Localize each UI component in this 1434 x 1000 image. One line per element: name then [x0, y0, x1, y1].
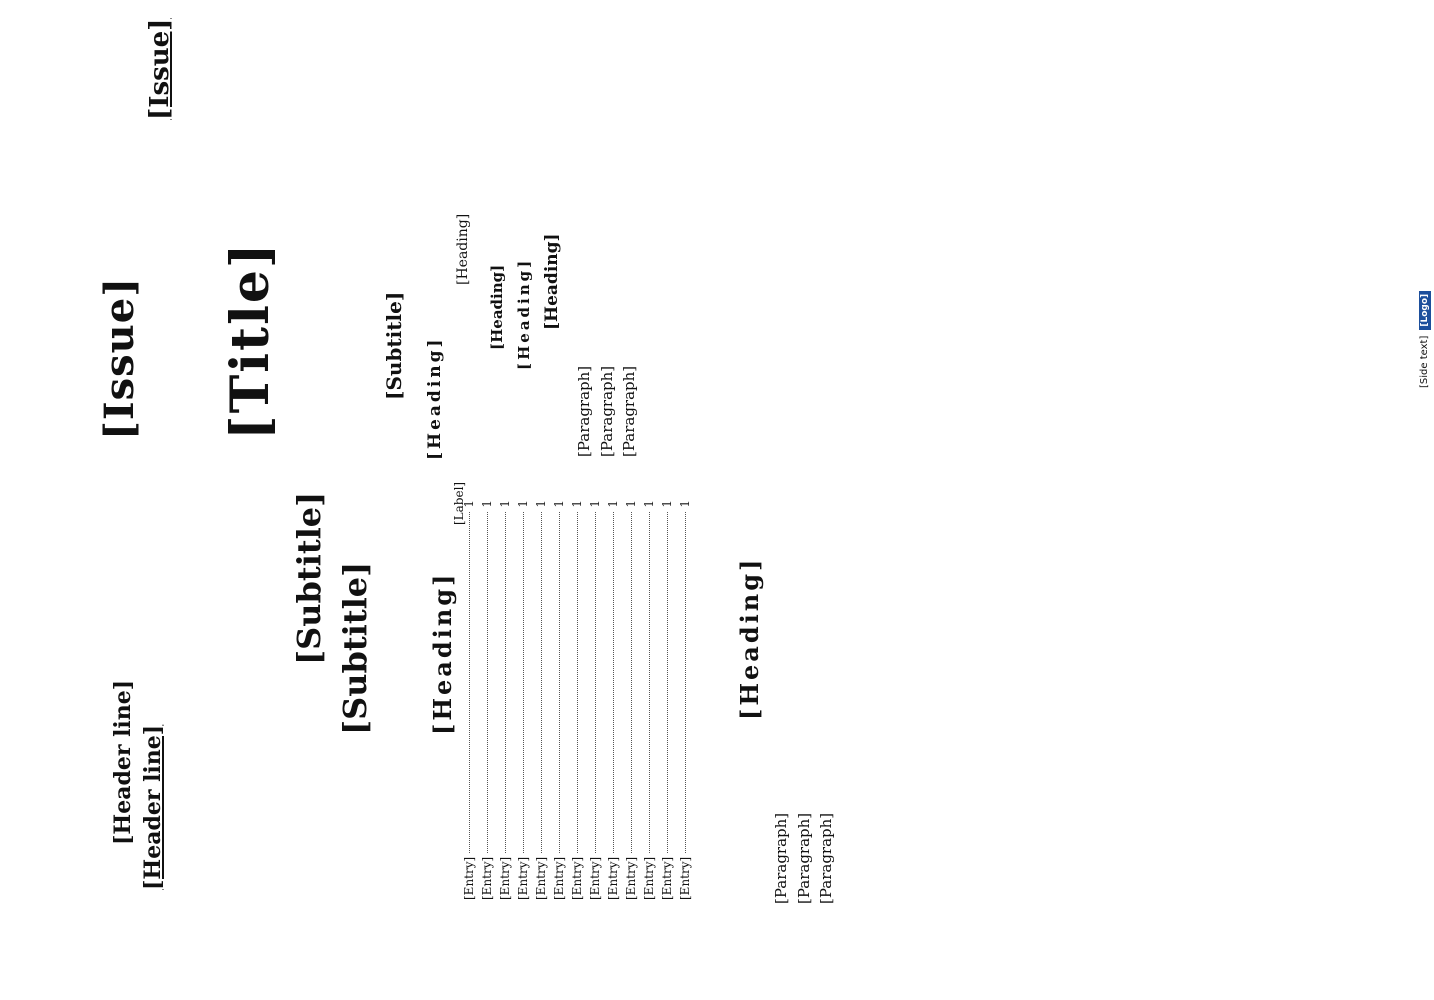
toc-seite-label: [Label]	[452, 481, 466, 525]
toc-leader-dots	[487, 512, 488, 853]
toc-leader-dots	[541, 512, 542, 853]
toc-leader-dots	[685, 512, 686, 853]
toc-leader-dots	[595, 512, 596, 853]
toc-entry-page: 1	[678, 500, 692, 508]
toc-entry-label: [Entry]	[624, 856, 638, 900]
paragraph: [Paragraph]	[597, 365, 616, 457]
header-org-line1: [Header line]	[110, 679, 136, 845]
toc-entry-page: 1	[588, 500, 602, 508]
toc-entry-page: 1	[498, 500, 512, 508]
toc-entry	[534, 500, 548, 900]
toc-entry-page: 1	[660, 500, 674, 508]
toc-entry	[516, 500, 530, 900]
toc-entry-label: [Entry]	[480, 856, 494, 900]
toc-entry	[588, 500, 602, 900]
dfg-logo: [Logo]	[1419, 291, 1431, 330]
digitization-sidebar	[1418, 8, 1432, 388]
issue-number: [Issue]	[96, 276, 143, 440]
toc-entry-page: 1	[462, 500, 476, 508]
title-line4: [Subtitle]	[382, 291, 406, 400]
toc-entry-page: 1	[624, 500, 638, 508]
toc-entry-page: 1	[516, 500, 530, 508]
right-column-text	[573, 30, 641, 475]
toc-entry-page: 1	[642, 500, 656, 508]
toc-entry-label: [Entry]	[498, 856, 512, 900]
toc-entry-label: [Entry]	[552, 856, 566, 900]
toc-entry	[552, 500, 566, 900]
toc-entry	[462, 500, 476, 900]
toc-entry	[480, 500, 494, 900]
toc-entry	[570, 500, 584, 900]
paragraph: [Paragraph]	[575, 365, 593, 457]
toc-leader-dots	[667, 512, 668, 853]
title-line3: [Subtitle]	[336, 561, 374, 735]
toc-entry-label: [Entry]	[534, 856, 548, 900]
toc-entry-label: [Entry]	[642, 856, 656, 900]
toc-entry-page: 1	[570, 500, 584, 508]
year-number: [Issue]	[145, 18, 175, 120]
section-heading-4: [Heading]	[542, 233, 562, 330]
paragraph: [Paragraph]	[772, 812, 790, 904]
section-heading-1: [Heading]	[425, 336, 445, 460]
toc-entry	[624, 500, 638, 900]
toc-entry-label: [Entry]	[588, 856, 602, 900]
toc-entry-page: 1	[606, 500, 620, 508]
einleitung-text	[770, 482, 838, 922]
sidebar-text: [Side text]	[1419, 335, 1430, 388]
toc-leader-dots	[613, 512, 614, 853]
toc-entry	[660, 500, 674, 900]
toc-leader-dots	[577, 512, 578, 853]
section-heading-3: [Heading]	[515, 257, 533, 370]
toc-entry	[606, 500, 620, 900]
toc-leader-dots	[649, 512, 650, 853]
toc-entry-page: 1	[552, 500, 566, 508]
toc-entry-label: [Entry]	[678, 856, 692, 900]
header-org-line2: [Header line]	[140, 724, 166, 890]
paragraph: [Paragraph]	[817, 812, 835, 904]
toc-entry-label: [Entry]	[660, 856, 674, 900]
toc-leader-dots	[523, 512, 524, 853]
toc-leader-dots	[469, 512, 470, 853]
toc-entry-label: [Entry]	[462, 856, 476, 900]
paragraph: [Paragraph]	[794, 812, 813, 904]
paragraph: [Paragraph]	[620, 365, 638, 457]
toc-entry-page: 1	[480, 500, 494, 508]
toc-entry-label: [Entry]	[516, 856, 530, 900]
toc-leader-dots	[505, 512, 506, 853]
page-title: [Title]	[220, 241, 281, 440]
toc-leader-dots	[559, 512, 560, 853]
section-heading-2: [Heading]	[455, 213, 471, 285]
toc-leader-dots	[631, 512, 632, 853]
einleitung-heading: [Heading]	[735, 556, 764, 720]
toc-entry	[642, 500, 656, 900]
toc-entry-label: [Entry]	[570, 856, 584, 900]
title-line2: [Subtitle]	[290, 491, 328, 665]
toc-entry	[678, 500, 692, 900]
toc-heading: [Heading]	[428, 571, 457, 735]
toc-entry-label: [Entry]	[606, 856, 620, 900]
toc-entry-page: 1	[534, 500, 548, 508]
reporter-label: [Heading]	[488, 264, 506, 350]
toc-entry	[498, 500, 512, 900]
